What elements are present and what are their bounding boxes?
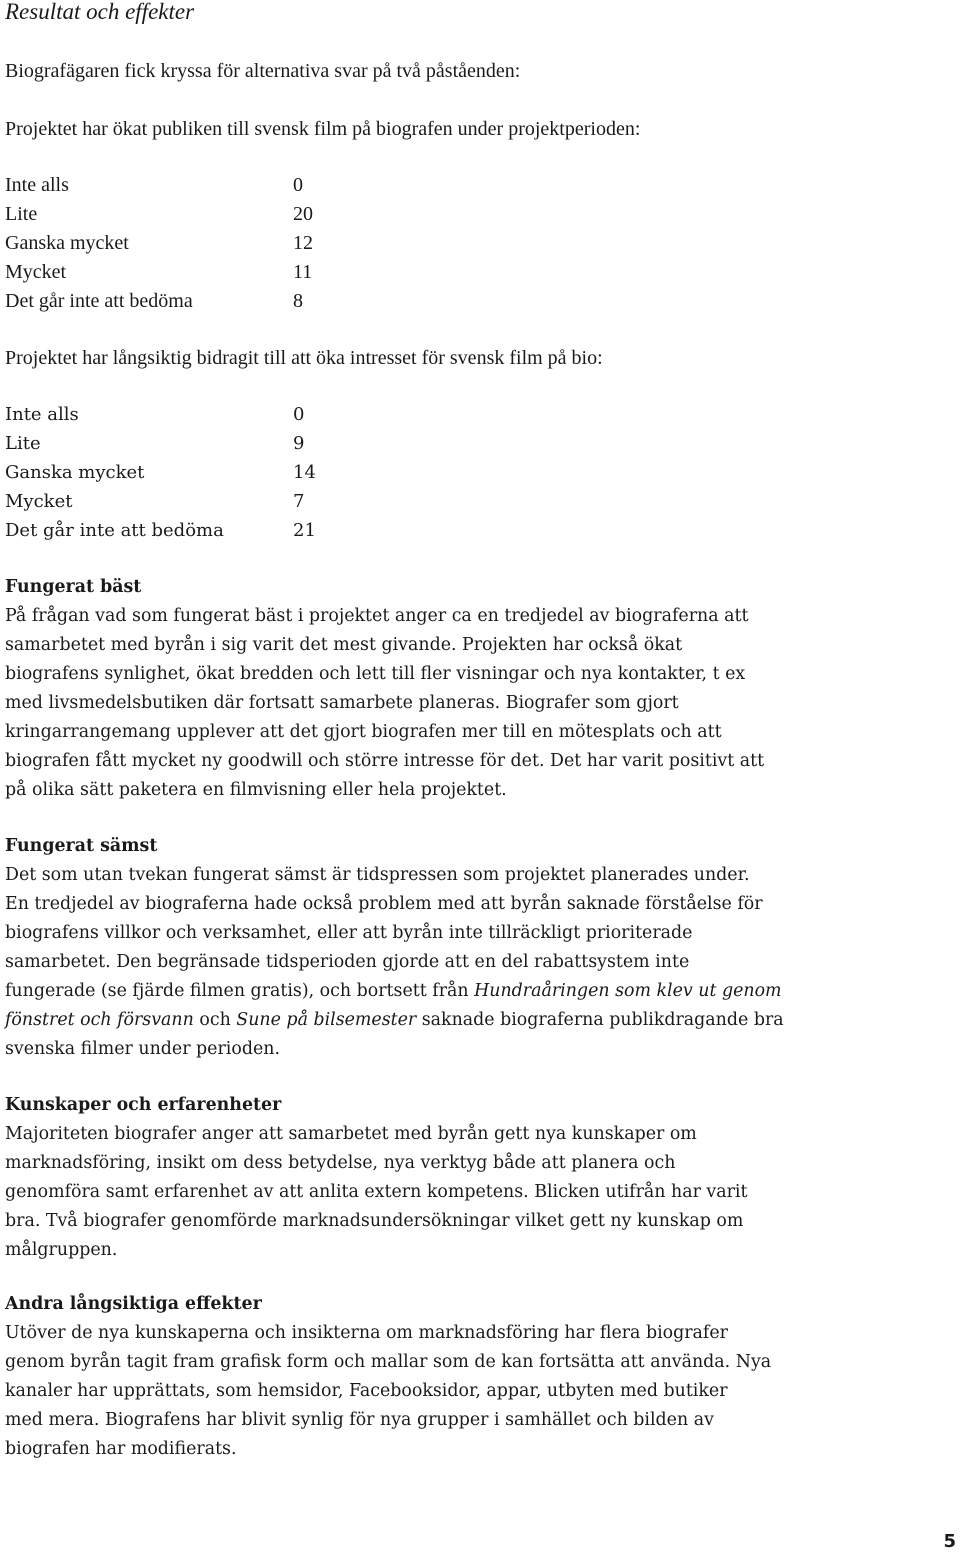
section-andra-effekter: [5, 1290, 955, 1464]
result-label: Ganska mycket: [5, 232, 129, 254]
statement2-question: Projektet har långsiktig bidragit till att öka intresset för svensk film på bio:: [5, 347, 603, 369]
statement1-question: Projektet har ökat publiken till svensk film på biografen under projektperioden:: [5, 118, 641, 140]
paragraph-line: Det som utan tvekan fungerat sämst är tidspressen som projektet planerades under.: [5, 865, 750, 885]
section-heading: Kunskaper och erfarenheter: [5, 1095, 282, 1115]
text-run: och: [193, 1010, 237, 1030]
paragraph-line: Majoriteten biografer anger att samarbetet med byrån gett nya kunskaper om: [5, 1124, 697, 1144]
text-run: fungerade (se fjärde filmen gratis), och bortsett från: [5, 981, 475, 1001]
result-label: Lite: [5, 433, 41, 454]
paragraph-line: genomföra samt erfarenhet av att anlita extern kompetens. Blicken utifrån har varit: [5, 1182, 748, 1202]
result-value: 11: [293, 261, 313, 283]
paragraph-line: på olika sätt paketera en filmvisning eller hela projektet.: [5, 780, 507, 800]
result-label: Mycket: [5, 491, 73, 512]
result-label: Det går inte att bedöma: [5, 520, 224, 541]
section-kunskaper: [5, 1091, 955, 1265]
result-label: Mycket: [5, 261, 67, 283]
result-value: 9: [293, 433, 305, 454]
paragraph-line: En tredjedel av biograferna hade också problem med att byrån saknade förståelse för: [5, 894, 763, 914]
result-value: 0: [293, 174, 303, 196]
result-label: Det går inte att bedöma: [5, 290, 193, 312]
intro-text: Biografägaren fick kryssa för alternativa svar på två påståenden:: [5, 60, 521, 82]
result-value: 0: [293, 404, 305, 425]
paragraph-line: med livsmedelsbutiken där fortsatt samarbete planeras. Biografer som gjort: [5, 693, 679, 713]
result-label: Lite: [5, 203, 38, 225]
paragraph-line: biografen har modifierats.: [5, 1439, 237, 1459]
film-title: fönstret och försvann: [5, 1010, 194, 1030]
paragraph-line: svenska filmer under perioden.: [5, 1039, 280, 1059]
paragraph-line: På frågan vad som fungerat bäst i projektet anger ca en tredjedel av biograferna att: [5, 606, 749, 626]
result-value: 7: [293, 491, 305, 512]
paragraph-line: biografen fått mycket ny goodwill och större intresse för det. Det har varit positivt att: [5, 751, 765, 771]
paragraph-line: [5, 1006, 955, 1035]
section-fungerat-samst: [5, 832, 955, 1064]
paragraph-line: samarbetet med byrån i sig varit det mest givande. Projekten har också ökat: [5, 635, 683, 655]
paragraph-line: målgruppen.: [5, 1240, 118, 1260]
paragraph-line: marknadsföring, insikt om dess betydelse, nya verktyg både att planera och: [5, 1153, 676, 1173]
result-label: Inte alls: [5, 174, 69, 196]
film-title: Sune på bilsemester: [236, 1010, 417, 1030]
result-value: 14: [293, 462, 316, 483]
result-value: 12: [293, 232, 313, 254]
paragraph-line: Utöver de nya kunskaperna och insikterna om marknadsföring har flera biografer: [5, 1323, 728, 1343]
section-heading: Fungerat sämst: [5, 836, 158, 856]
result-value: 8: [293, 290, 303, 312]
paragraph-line: [5, 977, 955, 1006]
text-run: saknade biograferna publikdragande bra: [416, 1010, 784, 1030]
paragraph-line: bra. Två biografer genomförde marknadsundersökningar vilket gett ny kunskap om: [5, 1211, 744, 1231]
paragraph-line: biografens villkor och verksamhet, eller att byrån inte tillräckligt prioriterade: [5, 923, 693, 943]
paragraph-line: kringarrangemang upplever att det gjort biografen mer till en mötesplats och att: [5, 722, 722, 742]
page-number: 5: [943, 1531, 956, 1552]
paragraph-line: samarbetet. Den begränsade tidsperioden gjorde att en del rabattsystem inte: [5, 952, 690, 972]
section-heading: Fungerat bäst: [5, 577, 142, 597]
section-heading: Andra långsiktiga effekter: [5, 1294, 262, 1314]
section-fungerat-bast: [5, 573, 955, 805]
paragraph-line: genom byrån tagit fram grafisk form och mallar som de kan fortsätta att använda. Nya: [5, 1352, 772, 1372]
paragraph-line: biografens synlighet, ökat bredden och lett till fler visningar och nya kontakter, t ex: [5, 664, 746, 684]
result-label: Inte alls: [5, 404, 79, 425]
paragraph-line: med mera. Biografens har blivit synlig för nya grupper i samhället och bilden av: [5, 1410, 714, 1430]
paragraph-line: kanaler har upprättats, som hemsidor, Facebooksidor, appar, utbyten med butiker: [5, 1381, 728, 1401]
result-label: Ganska mycket: [5, 462, 145, 483]
film-title: Hundraåringen som klev ut genom: [474, 981, 782, 1001]
result-value: 21: [293, 520, 316, 541]
page-title: Resultat och effekter: [5, 0, 195, 24]
result-value: 20: [293, 203, 313, 225]
